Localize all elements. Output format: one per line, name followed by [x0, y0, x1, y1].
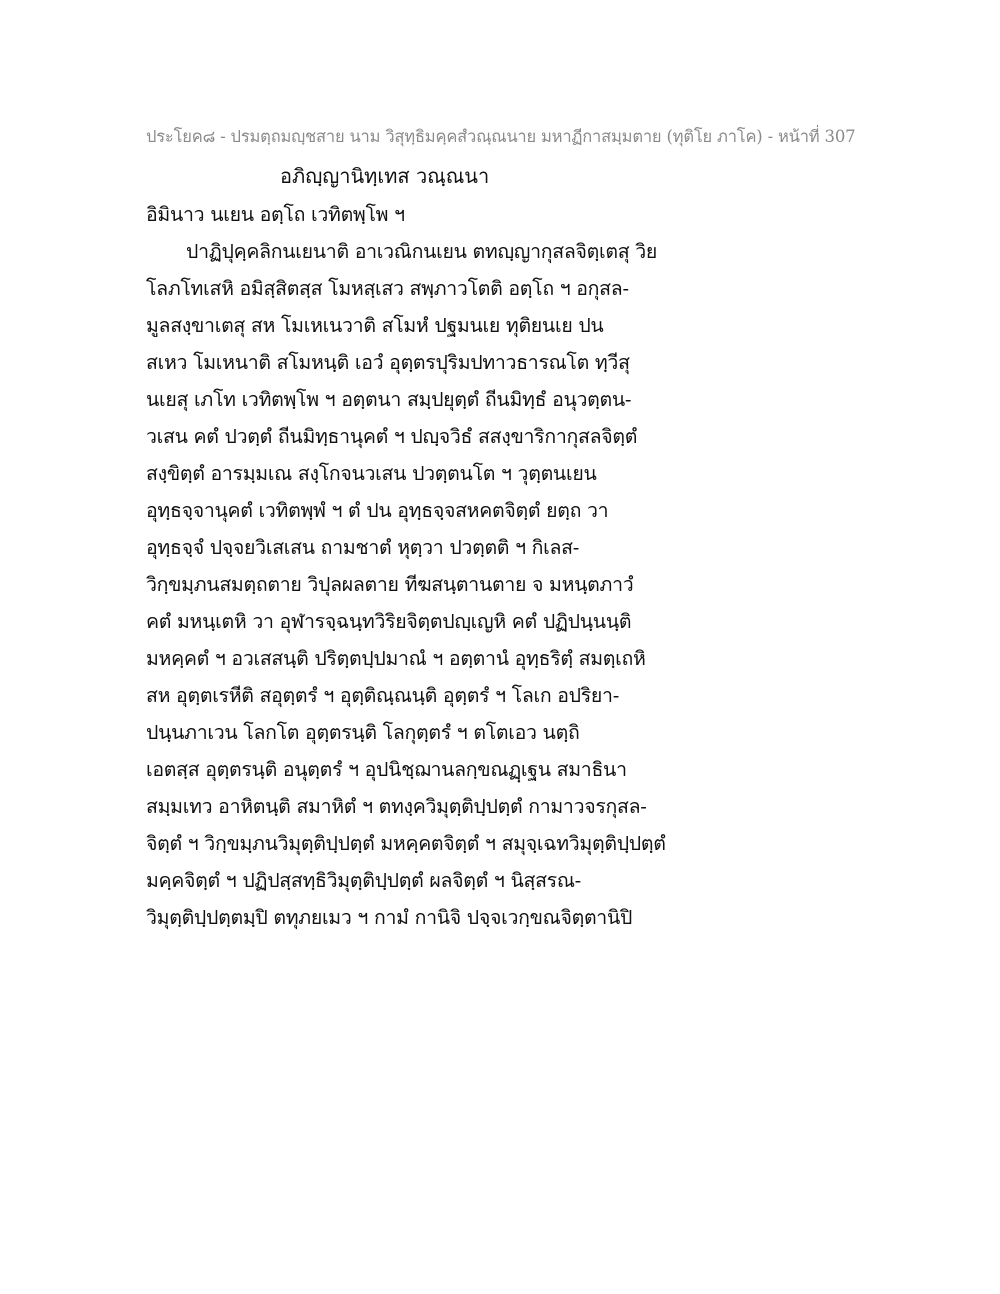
text-line: สงฺขิตฺตํ อารมฺมเณ สงฺโกจนวเสน ปวตฺตนโต ฯ วุตฺตนเยน — [146, 462, 597, 485]
running-header: ประโยค๘ - ปรมตฺถมญฺชสาย นาม วิสุทฺธิมคฺคสํวณฺณนาย มหาฏีกาสมฺมตาย (ทุติโย ภาโค) - หน้าที่ 307 — [146, 127, 856, 146]
paragraph-first-line: ปาฏิปุคฺคลิกนเยนาติ อาเวณิกนเยน ตทญฺญากุสลจิตฺเตสุ วิย — [186, 240, 657, 263]
text-line: เอตสฺส อุตฺตรนฺติ อนุตฺตรํ ฯ อุปนิชฺฌานลกฺขณฏฺเฐน สมาธินา — [146, 758, 627, 781]
text-line: มคฺคจิตฺตํ ฯ ปฏิปสฺสทฺธิวิมุตฺติปฺปตฺตํ ผลจิตฺตํ ฯ นิสฺสรณ- — [146, 869, 581, 892]
text-line: วิกฺขมฺภนสมตฺถตาย วิปุลผลตาย ทีฆสนฺตานตาย จ มหนฺตภาวํ — [146, 573, 634, 596]
section-heading: อภิญฺญานิทฺเทส วณฺณนา — [280, 164, 490, 188]
text-line: อุทฺธจฺจานุคตํ เวทิตพฺพํ ฯ ตํ ปน อุทฺธจฺจสหคตจิตฺตํ ยตฺถ วา — [146, 499, 609, 522]
text-line: จิตฺตํ ฯ วิกฺขมฺภนวิมุตฺติปฺปตฺตํ มหคฺคตจิตฺตํ ฯ สมุจฺเฉทวิมุตฺติปฺปตฺตํ — [146, 832, 666, 855]
text-line: อุทฺธจฺจํ ปจฺจยวิเสเสน ถามชาตํ หุตฺวา ปวตฺตติ ฯ กิเลส- — [146, 536, 580, 559]
text-line: ปนฺนภาเวน โลกโต อุตฺตรนฺติ โลกุตฺตรํ ฯ ตโตเอว นตฺถิ — [146, 721, 580, 744]
text-line: โลภโทเสหิ อมิสฺสิตสฺส โมหสฺเสว สพฺภาวโตติ อตฺโถ ฯ อกุสล- — [146, 277, 629, 300]
text-line: คตํ มหนฺเตหิ วา อุฬารจฺฉนฺทวิริยจิตฺตปญฺเญหิ คตํ ปฏิปนฺนนฺติ — [146, 610, 632, 633]
text-line: มูลสงฺขาเตสุ สห โมเหเนวาติ สโมหํ ปฐมนเย ทุติยนเย ปน — [146, 314, 604, 337]
text-line: สมฺมเทว อาหิตนฺติ สมาหิตํ ฯ ตทงฺควิมุตฺติปฺปตฺตํ กามาวจรกุสล- — [146, 795, 647, 818]
text-line: อิมินาว นเยน อตฺโถ เวทิตพฺโพ ฯ — [146, 203, 405, 226]
text-line: สห อุตฺตเรหีติ สอุตฺตรํ ฯ อุตฺติณฺณนฺติ อุตฺตรํ ฯ โลเก อปริยา- — [146, 684, 620, 707]
text-line: มหคฺคตํ ฯ อวเสสนฺติ ปริตฺตปฺปมาณํ ฯ อตฺตานํ อุทฺธริตฺํ สมตฺเถหิ — [146, 647, 646, 670]
text-line: วิมุตฺติปฺปตฺตมฺปิ ตทุภยเมว ฯ กามํ กานิจิ ปจฺจเวกฺขณจิตฺตานิปิ — [146, 906, 633, 929]
text-line: นเยสุ เภโท เวทิตพฺโพ ฯ อตฺตนา สมฺปยุตฺตํ ถีนมิทฺธํ อนุวตฺตน- — [146, 388, 632, 411]
text-line: สเหว โมเหนาติ สโมหนฺติ เอวํ อุตฺตรปุริมปทาวธารณโต ทฺวีสุ — [146, 351, 630, 374]
body-text — [146, 196, 866, 936]
text-line: วเสน คตํ ปวตฺตํ ถีนมิทฺธานุคตํ ฯ ปญฺจวิธํ สสงฺขาริกากุสลจิตฺตํ — [146, 425, 638, 448]
